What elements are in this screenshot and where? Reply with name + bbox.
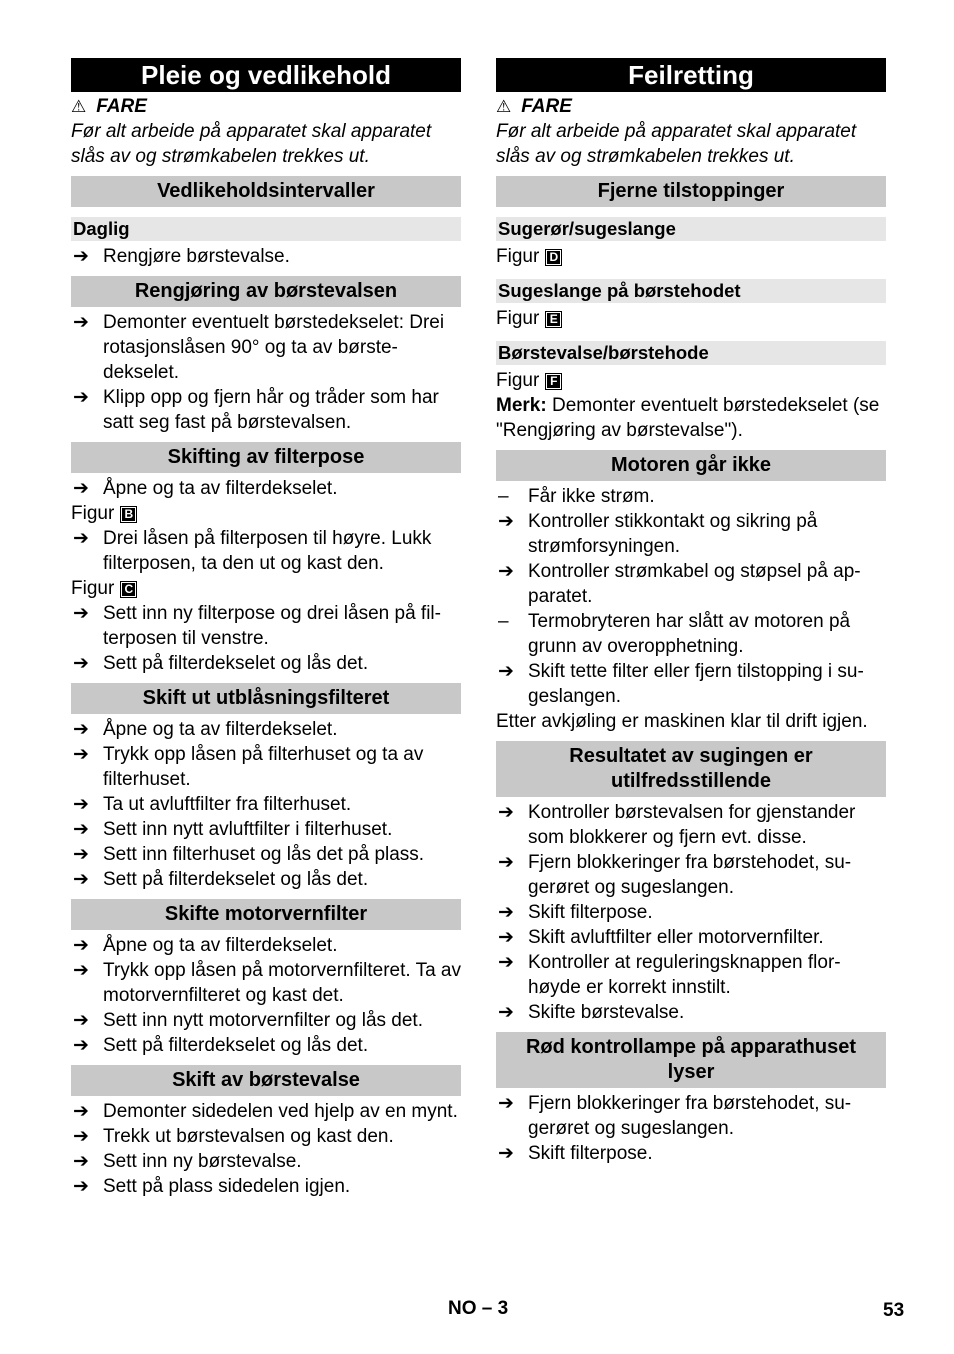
subsection-heading: Daglig <box>71 217 461 241</box>
section-heading: Rengjøring av børstevalsen <box>71 276 461 307</box>
list-item <box>71 244 461 269</box>
list-item <box>496 1000 886 1025</box>
warning-triangle-icon: ⚠ <box>71 97 87 116</box>
figure-label: Figur <box>496 246 540 267</box>
list-item <box>496 900 886 925</box>
list-item <box>71 1124 461 1149</box>
arrow-right-icon: ➔ <box>73 478 89 499</box>
section-heading: Fjerne tilstoppinger <box>496 176 886 207</box>
right-column <box>496 58 886 1166</box>
list-item <box>496 659 886 709</box>
list-item-text: Trekk ut børstevalsen og kast den. <box>103 1126 394 1147</box>
list-item-text: Skifte børstevalse. <box>528 1002 685 1023</box>
figure-label: Figur <box>496 308 540 329</box>
list-item-text: Skift filterpose. <box>528 902 653 923</box>
arrow-right-icon: ➔ <box>73 819 89 840</box>
figure-letter-badge: C <box>120 581 137 598</box>
figure-ref <box>496 244 886 269</box>
section-heading: Rød kontrollampe på apparathuset lyser <box>496 1032 886 1088</box>
list-item-text: Åpne og ta av filterdekselet. <box>103 719 338 740</box>
note-label: Merk: <box>496 395 547 416</box>
section-heading: Skift ut utblåsningsfilteret <box>71 683 461 714</box>
arrow-right-icon: ➔ <box>73 719 89 740</box>
arrow-right-icon: ➔ <box>498 561 514 582</box>
paragraph: Etter avkjøling er maskinen klar til drift igjen. <box>496 711 868 732</box>
warning <box>496 94 886 119</box>
list-item-text: Demonter eventuelt børstedekselet: Drei rotasjonslåsen 90° og ta av børste-dekselet. <box>103 312 445 383</box>
list-item <box>496 509 886 559</box>
list-item-text: Skift tette filter eller fjern tilstopping i su-geslangen. <box>528 661 864 707</box>
bullet-list <box>71 244 461 269</box>
list-item <box>496 484 886 509</box>
arrow-right-icon: ➔ <box>73 869 89 890</box>
list-item-text: Rengjøre børstevalse. <box>103 246 290 267</box>
list-item <box>71 651 461 676</box>
arrow-right-icon: ➔ <box>73 528 89 549</box>
left-column <box>71 58 461 1199</box>
list-item-text: Termobryteren har slått av motoren på grunn av overopphetning. <box>528 611 851 657</box>
list-item <box>71 867 461 892</box>
list-item <box>71 792 461 817</box>
arrow-right-icon: ➔ <box>498 952 514 973</box>
list-item <box>496 559 886 609</box>
arrow-right-icon: ➔ <box>73 744 89 765</box>
arrow-right-icon: ➔ <box>73 603 89 624</box>
bullet-list <box>71 601 461 676</box>
arrow-right-icon: ➔ <box>498 852 514 873</box>
list-item-text: Trykk opp låsen på filterhuset og ta av filterhuset. <box>103 744 424 790</box>
list-item <box>71 476 461 501</box>
list-item-text: Sett inn nytt motorvernfilter og lås det. <box>103 1010 423 1031</box>
warning-text: Før alt arbeide på apparatet skal apparatet slås av og strømkabelen trekkes ut. <box>71 121 432 167</box>
list-item <box>496 1091 886 1141</box>
list-item-text: Drei låsen på filterposen til høyre. Lukk filterposen, ta den ut og kast den. <box>103 528 432 574</box>
warning-triangle-icon: ⚠ <box>496 97 512 116</box>
footer-code: NO – 3 <box>448 1298 509 1319</box>
arrow-right-icon: ➔ <box>73 844 89 865</box>
list-item-text: Kontroller stikkontakt og sikring på strømforsyningen. <box>528 511 818 557</box>
arrow-right-icon: ➔ <box>498 511 514 532</box>
list-item-text: Fjern blokkeringer fra børstehodet, su-gerøret og sugeslangen. <box>528 852 852 898</box>
figure-ref <box>496 368 886 393</box>
arrow-right-icon: ➔ <box>73 387 89 408</box>
warning-text: Før alt arbeide på apparatet skal apparatet slås av og strømkabelen trekkes ut. <box>496 121 857 167</box>
list-item <box>71 1149 461 1174</box>
arrow-right-icon: ➔ <box>73 1176 89 1197</box>
warning <box>71 94 461 119</box>
list-item <box>496 850 886 900</box>
figure-letter-badge: D <box>545 249 562 266</box>
arrow-right-icon: ➔ <box>498 1002 514 1023</box>
list-item-text: Åpne og ta av filterdekselet. <box>103 478 338 499</box>
section-heading: Vedlikeholdsintervaller <box>71 176 461 207</box>
list-item-text: Får ikke strøm. <box>528 486 655 507</box>
list-item-text: Sett inn filterhuset og lås det på plass. <box>103 844 425 865</box>
section-heading: Resultatet av sugingen er utilfredsstillende <box>496 741 886 797</box>
list-item <box>71 842 461 867</box>
section-heading: Skifte motorvernfilter <box>71 899 461 930</box>
warning-label: FARE <box>96 96 147 117</box>
bullet-list <box>496 1091 886 1166</box>
subsection-heading: Sugeslange på børstehodet <box>496 279 886 303</box>
list-item-text: Sett inn ny børstevalse. <box>103 1151 302 1172</box>
page-title: Feilretting <box>496 58 886 92</box>
list-item-text: Demonter sidedelen ved hjelp av en mynt. <box>103 1101 458 1122</box>
note-text: Demonter eventuelt børstedekselet (se "Rengjøring av børstevalse"). <box>496 395 880 441</box>
figure-label: Figur <box>71 578 115 599</box>
section-heading: Skifting av filterpose <box>71 442 461 473</box>
figure-letter-badge: E <box>545 311 562 328</box>
list-item <box>71 1174 461 1199</box>
arrow-right-icon: ➔ <box>73 1010 89 1031</box>
list-item <box>71 742 461 792</box>
list-item <box>496 800 886 850</box>
figure-letter-badge: F <box>545 373 562 390</box>
figure-ref <box>71 576 461 601</box>
bullet-list <box>71 310 461 435</box>
arrow-right-icon: ➔ <box>73 1126 89 1147</box>
list-item <box>496 925 886 950</box>
section-heading: Skift av børstevalse <box>71 1065 461 1096</box>
arrow-right-icon: ➔ <box>498 802 514 823</box>
arrow-right-icon: ➔ <box>498 1093 514 1114</box>
list-item-text: Klipp opp og fjern hår og tråder som har satt seg fast på børstevalsen. <box>103 387 439 433</box>
list-item <box>496 950 886 1000</box>
note <box>496 393 886 443</box>
list-item-text: Sett inn ny filterpose og drei låsen på fil-terposen til venstre. <box>103 603 441 649</box>
arrow-right-icon: ➔ <box>73 1035 89 1056</box>
arrow-right-icon: ➔ <box>73 935 89 956</box>
figure-label: Figur <box>71 503 115 524</box>
list-item <box>496 609 886 659</box>
bullet-list <box>71 526 461 576</box>
list-item <box>71 958 461 1008</box>
list-item <box>71 717 461 742</box>
list-item-text: Sett på plass sidedelen igjen. <box>103 1176 351 1197</box>
figure-ref <box>496 306 886 331</box>
page-number: 53 <box>883 1300 905 1321</box>
list-item <box>71 601 461 651</box>
list-item-text: Sett inn nytt avluftfilter i filterhuset. <box>103 819 393 840</box>
list-item <box>71 933 461 958</box>
dash-bullet: – <box>498 611 509 632</box>
list-item-text: Kontroller børstevalsen for gjenstander som blokkerer og fjern evt. disse. <box>528 802 856 848</box>
list-item-text: Trykk opp låsen på motorvernfilteret. Ta av motorvernfilteret og kast det. <box>103 960 461 1006</box>
list-item-text: Åpne og ta av filterdekselet. <box>103 935 338 956</box>
figure-letter-badge: B <box>120 506 137 523</box>
list-item-text: Ta ut avluftfilter fra filterhuset. <box>103 794 352 815</box>
list-item-text: Sett på filterdekselet og lås det. <box>103 1035 369 1056</box>
bullet-list <box>71 1099 461 1199</box>
list-item-text: Kontroller at reguleringsknappen flor-høyde er korrekt innstilt. <box>528 952 841 998</box>
arrow-right-icon: ➔ <box>73 960 89 981</box>
arrow-right-icon: ➔ <box>73 794 89 815</box>
section-heading: Motoren går ikke <box>496 450 886 481</box>
warning-label: FARE <box>521 96 572 117</box>
arrow-right-icon: ➔ <box>73 1151 89 1172</box>
list-item-text: Sett på filterdekselet og lås det. <box>103 653 369 674</box>
bullet-list <box>71 717 461 892</box>
list-item-text: Sett på filterdekselet og lås det. <box>103 869 369 890</box>
list-item <box>71 1033 461 1058</box>
list-item-text: Skift avluftfilter eller motorvernfilter. <box>528 927 824 948</box>
arrow-right-icon: ➔ <box>73 653 89 674</box>
list-item-text: Skift filterpose. <box>528 1143 653 1164</box>
arrow-right-icon: ➔ <box>498 927 514 948</box>
bullet-list <box>496 800 886 1025</box>
list-item <box>71 385 461 435</box>
arrow-right-icon: ➔ <box>498 661 514 682</box>
arrow-right-icon: ➔ <box>498 1143 514 1164</box>
arrow-right-icon: ➔ <box>498 902 514 923</box>
list-item-text: Fjern blokkeringer fra børstehodet, su-gerøret og sugeslangen. <box>528 1093 852 1139</box>
arrow-right-icon: ➔ <box>73 246 89 267</box>
list-item <box>71 526 461 576</box>
bullet-list <box>71 933 461 1058</box>
arrow-right-icon: ➔ <box>73 1101 89 1122</box>
page-title: Pleie og vedlikehold <box>71 58 461 92</box>
list-item <box>71 817 461 842</box>
list-item <box>71 1099 461 1124</box>
figure-ref <box>71 501 461 526</box>
arrow-right-icon: ➔ <box>73 312 89 333</box>
subsection-heading: Børstevalse/børstehode <box>496 341 886 365</box>
figure-label: Figur <box>496 370 540 391</box>
dash-bullet: – <box>498 486 509 507</box>
bullet-list <box>496 484 886 709</box>
bullet-list <box>71 476 461 501</box>
subsection-heading: Sugerør/sugeslange <box>496 217 886 241</box>
list-item <box>496 1141 886 1166</box>
list-item-text: Kontroller strømkabel og støpsel på ap-paratet. <box>528 561 861 607</box>
list-item <box>71 1008 461 1033</box>
list-item <box>71 310 461 385</box>
